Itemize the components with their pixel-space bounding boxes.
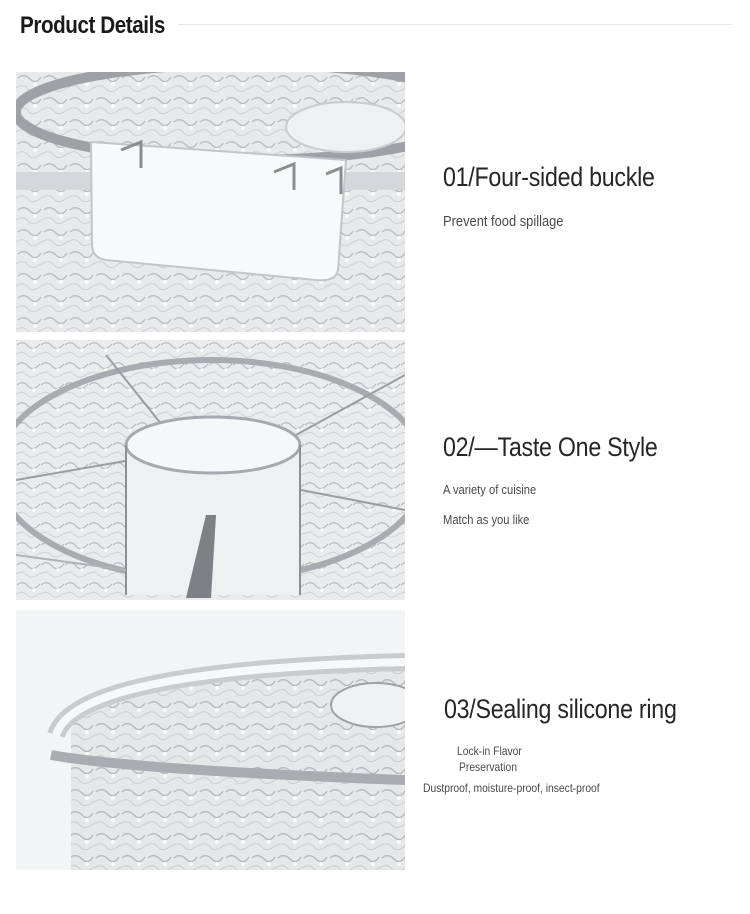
feature-description: Prevent food spillage: [443, 213, 564, 230]
feature-description: Preservation: [459, 760, 517, 774]
divider-compartments-image: [16, 340, 405, 600]
feature-description: Dustproof, moisture-proof, insect-proof: [423, 781, 600, 795]
header-divider: [178, 24, 732, 25]
buckle-closeup-image: [16, 72, 405, 332]
feature-title: 02/—Taste One Style: [443, 432, 658, 462]
feature-description: Lock-in Flavor: [457, 744, 522, 758]
feature-description: A variety of cuisine: [443, 482, 537, 497]
page-title: Product Details: [20, 12, 165, 39]
feature-title: 03/Sealing silicone ring: [444, 694, 677, 724]
feature-description: Match as you like: [443, 512, 530, 527]
silicone-ring-image: [16, 610, 405, 870]
feature-title: 01/Four-sided buckle: [443, 162, 655, 192]
